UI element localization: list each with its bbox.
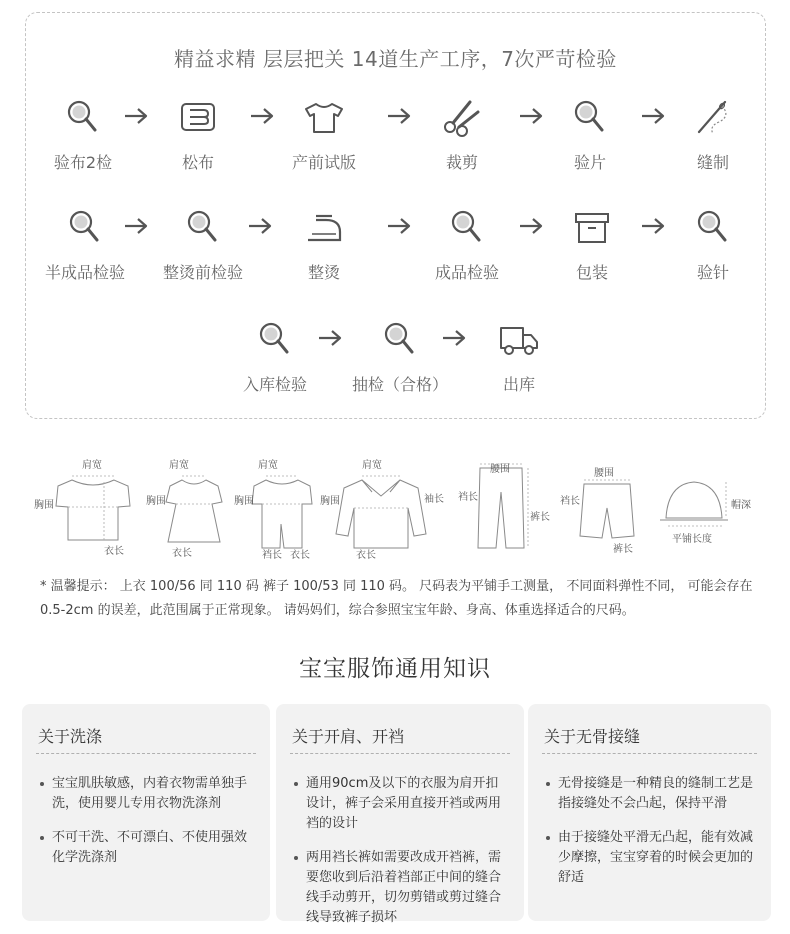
- label-crotch-3: 裆长: [262, 550, 282, 561]
- process-step-label: 入库检验: [242, 375, 307, 394]
- magnifier-icon: [568, 96, 612, 140]
- label-shoulder-2: 肩宽: [169, 460, 189, 471]
- process-step-label: 出库: [502, 375, 535, 394]
- magnifier-icon: [181, 206, 225, 250]
- list-item: 两用裆长裤如需要改成开裆裤，需要您收到后沿着裆部正中间的缝合线手动剪开，切勿剪错或剪过缝合线导致裤子损坏: [290, 848, 510, 928]
- process-step-label: 验片: [573, 153, 606, 172]
- process-step: [220, 318, 330, 395]
- tshirt-icon: [302, 96, 346, 140]
- process-step: [658, 96, 768, 173]
- arrow-right-icon: [640, 106, 666, 126]
- process-title: 精益求精 层层把关 14道生产工序，7次严苛检验: [174, 47, 617, 71]
- label-hat-depth: 帽深: [731, 500, 751, 511]
- arrow-right-icon: [640, 216, 666, 236]
- arrow-right-icon: [518, 216, 544, 236]
- knowledge-title: 宝宝服饰通用知识: [299, 656, 491, 682]
- list-item: 不可干洗、不可漂白、不使用强效化学洗涤剂: [36, 828, 256, 868]
- label-length-2: 衣长: [172, 548, 192, 559]
- process-step-label: 验针: [696, 263, 729, 282]
- process-step: [535, 96, 645, 173]
- label-length-1: 衣长: [104, 546, 124, 557]
- label-length-3: 衣长: [290, 550, 310, 561]
- process-step: [658, 206, 768, 283]
- size-tip: * 温馨提示： 上衣 100/56 同 110 码 裤子 100/53 同 110 码。 尺码表为平铺手工测量， 不同面料弹性不同， 可能会存在 0.5-2cm 的误差，此范围属于正常现象。 请妈妈们，综合参照宝宝年龄、身高、体重选择适合的尺码。: [40, 579, 753, 618]
- process-step: [537, 206, 647, 283]
- process-step-label: 验布2检: [53, 153, 113, 172]
- list-item: 通用90cm及以下的衣服为肩开扣设计，裤子会采用直接开裆或两用裆的设计: [290, 774, 510, 834]
- arrow-right-icon: [441, 328, 467, 348]
- arrow-right-icon: [123, 216, 149, 236]
- card-washing: [22, 704, 270, 921]
- process-step: [407, 96, 517, 173]
- process-step: [464, 318, 574, 395]
- label-chest-4: 胸围: [320, 496, 340, 507]
- process-step: [269, 206, 379, 283]
- arrow-right-icon: [317, 328, 343, 348]
- process-step-label: 包装: [575, 263, 608, 282]
- label-pants-length-5: 裤长: [530, 512, 550, 523]
- box-icon: [570, 206, 614, 250]
- label-shoulder-1: 肩宽: [82, 460, 102, 471]
- process-step-label: 成品检验: [434, 263, 499, 282]
- process-step: [143, 96, 253, 173]
- magnifier-icon: [378, 318, 422, 362]
- process-step-label: 裁剪: [445, 153, 478, 172]
- size-measurement-diagrams: [0, 452, 790, 572]
- label-crotch-6: 裆长: [560, 496, 580, 507]
- label-chest-2: 胸围: [146, 496, 166, 507]
- arrow-right-icon: [386, 106, 412, 126]
- magnifier-icon: [61, 96, 105, 140]
- process-step: [28, 96, 138, 173]
- label-pants-length-6: 裤长: [613, 544, 633, 555]
- list-item: 无骨接缝是一种精良的缝制工艺是指接缝处不会凸起，保持平滑: [542, 774, 757, 814]
- arrow-right-icon: [249, 106, 275, 126]
- process-step-label: 产前试版: [291, 153, 356, 172]
- label-waist-5: 腰围: [490, 464, 510, 475]
- label-length-4: 衣长: [356, 550, 376, 561]
- process-step-label: 松布: [181, 153, 214, 172]
- process-step: [412, 206, 522, 283]
- arrow-right-icon: [247, 216, 273, 236]
- arrow-right-icon: [518, 106, 544, 126]
- label-flat-length: 平铺长度: [672, 534, 712, 545]
- process-step-label: 半成品检验: [44, 263, 125, 282]
- label-chest-3: 胸围: [234, 496, 254, 507]
- label-waist-6: 腰围: [594, 468, 614, 479]
- fabric-roll-icon: [176, 96, 220, 140]
- label-shoulder-3: 肩宽: [258, 460, 278, 471]
- arrow-right-icon: [386, 216, 412, 236]
- label-crotch-5: 裆长: [458, 492, 478, 503]
- process-step-label: 抽检（合格）: [351, 375, 448, 394]
- process-step: [148, 206, 258, 283]
- process-step: [269, 96, 379, 173]
- magnifier-icon: [63, 206, 107, 250]
- magnifier-icon: [691, 206, 735, 250]
- magnifier-icon: [445, 206, 489, 250]
- label-shoulder-4: 肩宽: [362, 460, 382, 471]
- card-opening: [276, 704, 524, 925]
- process-step-label: 整烫前检验: [162, 263, 243, 282]
- garment-diagrams: [0, 452, 790, 572]
- card-heading: 关于无骨接缝: [542, 704, 757, 754]
- process-step-label: 整烫: [307, 263, 340, 282]
- card-seamless: [528, 704, 771, 921]
- process-step-label: 缝制: [696, 153, 729, 172]
- card-heading: 关于开肩、开裆: [290, 704, 510, 754]
- label-sleeve-4: 袖长: [424, 494, 444, 505]
- label-chest-1: 胸围: [34, 500, 54, 511]
- process-step: [345, 318, 455, 395]
- scissors-icon: [440, 96, 484, 140]
- needle-thread-icon: [691, 96, 735, 140]
- magnifier-icon: [253, 318, 297, 362]
- arrow-right-icon: [123, 106, 149, 126]
- truck-icon: [497, 318, 541, 362]
- list-item: 宝宝肌肤敏感，内着衣物需单独手洗，使用婴儿专用衣物洗涤剂: [36, 774, 256, 814]
- card-heading: 关于洗涤: [36, 704, 256, 754]
- iron-icon: [302, 206, 346, 250]
- list-item: 由于接缝处平滑无凸起，能有效减少摩擦，宝宝穿着的时候会更加的舒适: [542, 828, 757, 888]
